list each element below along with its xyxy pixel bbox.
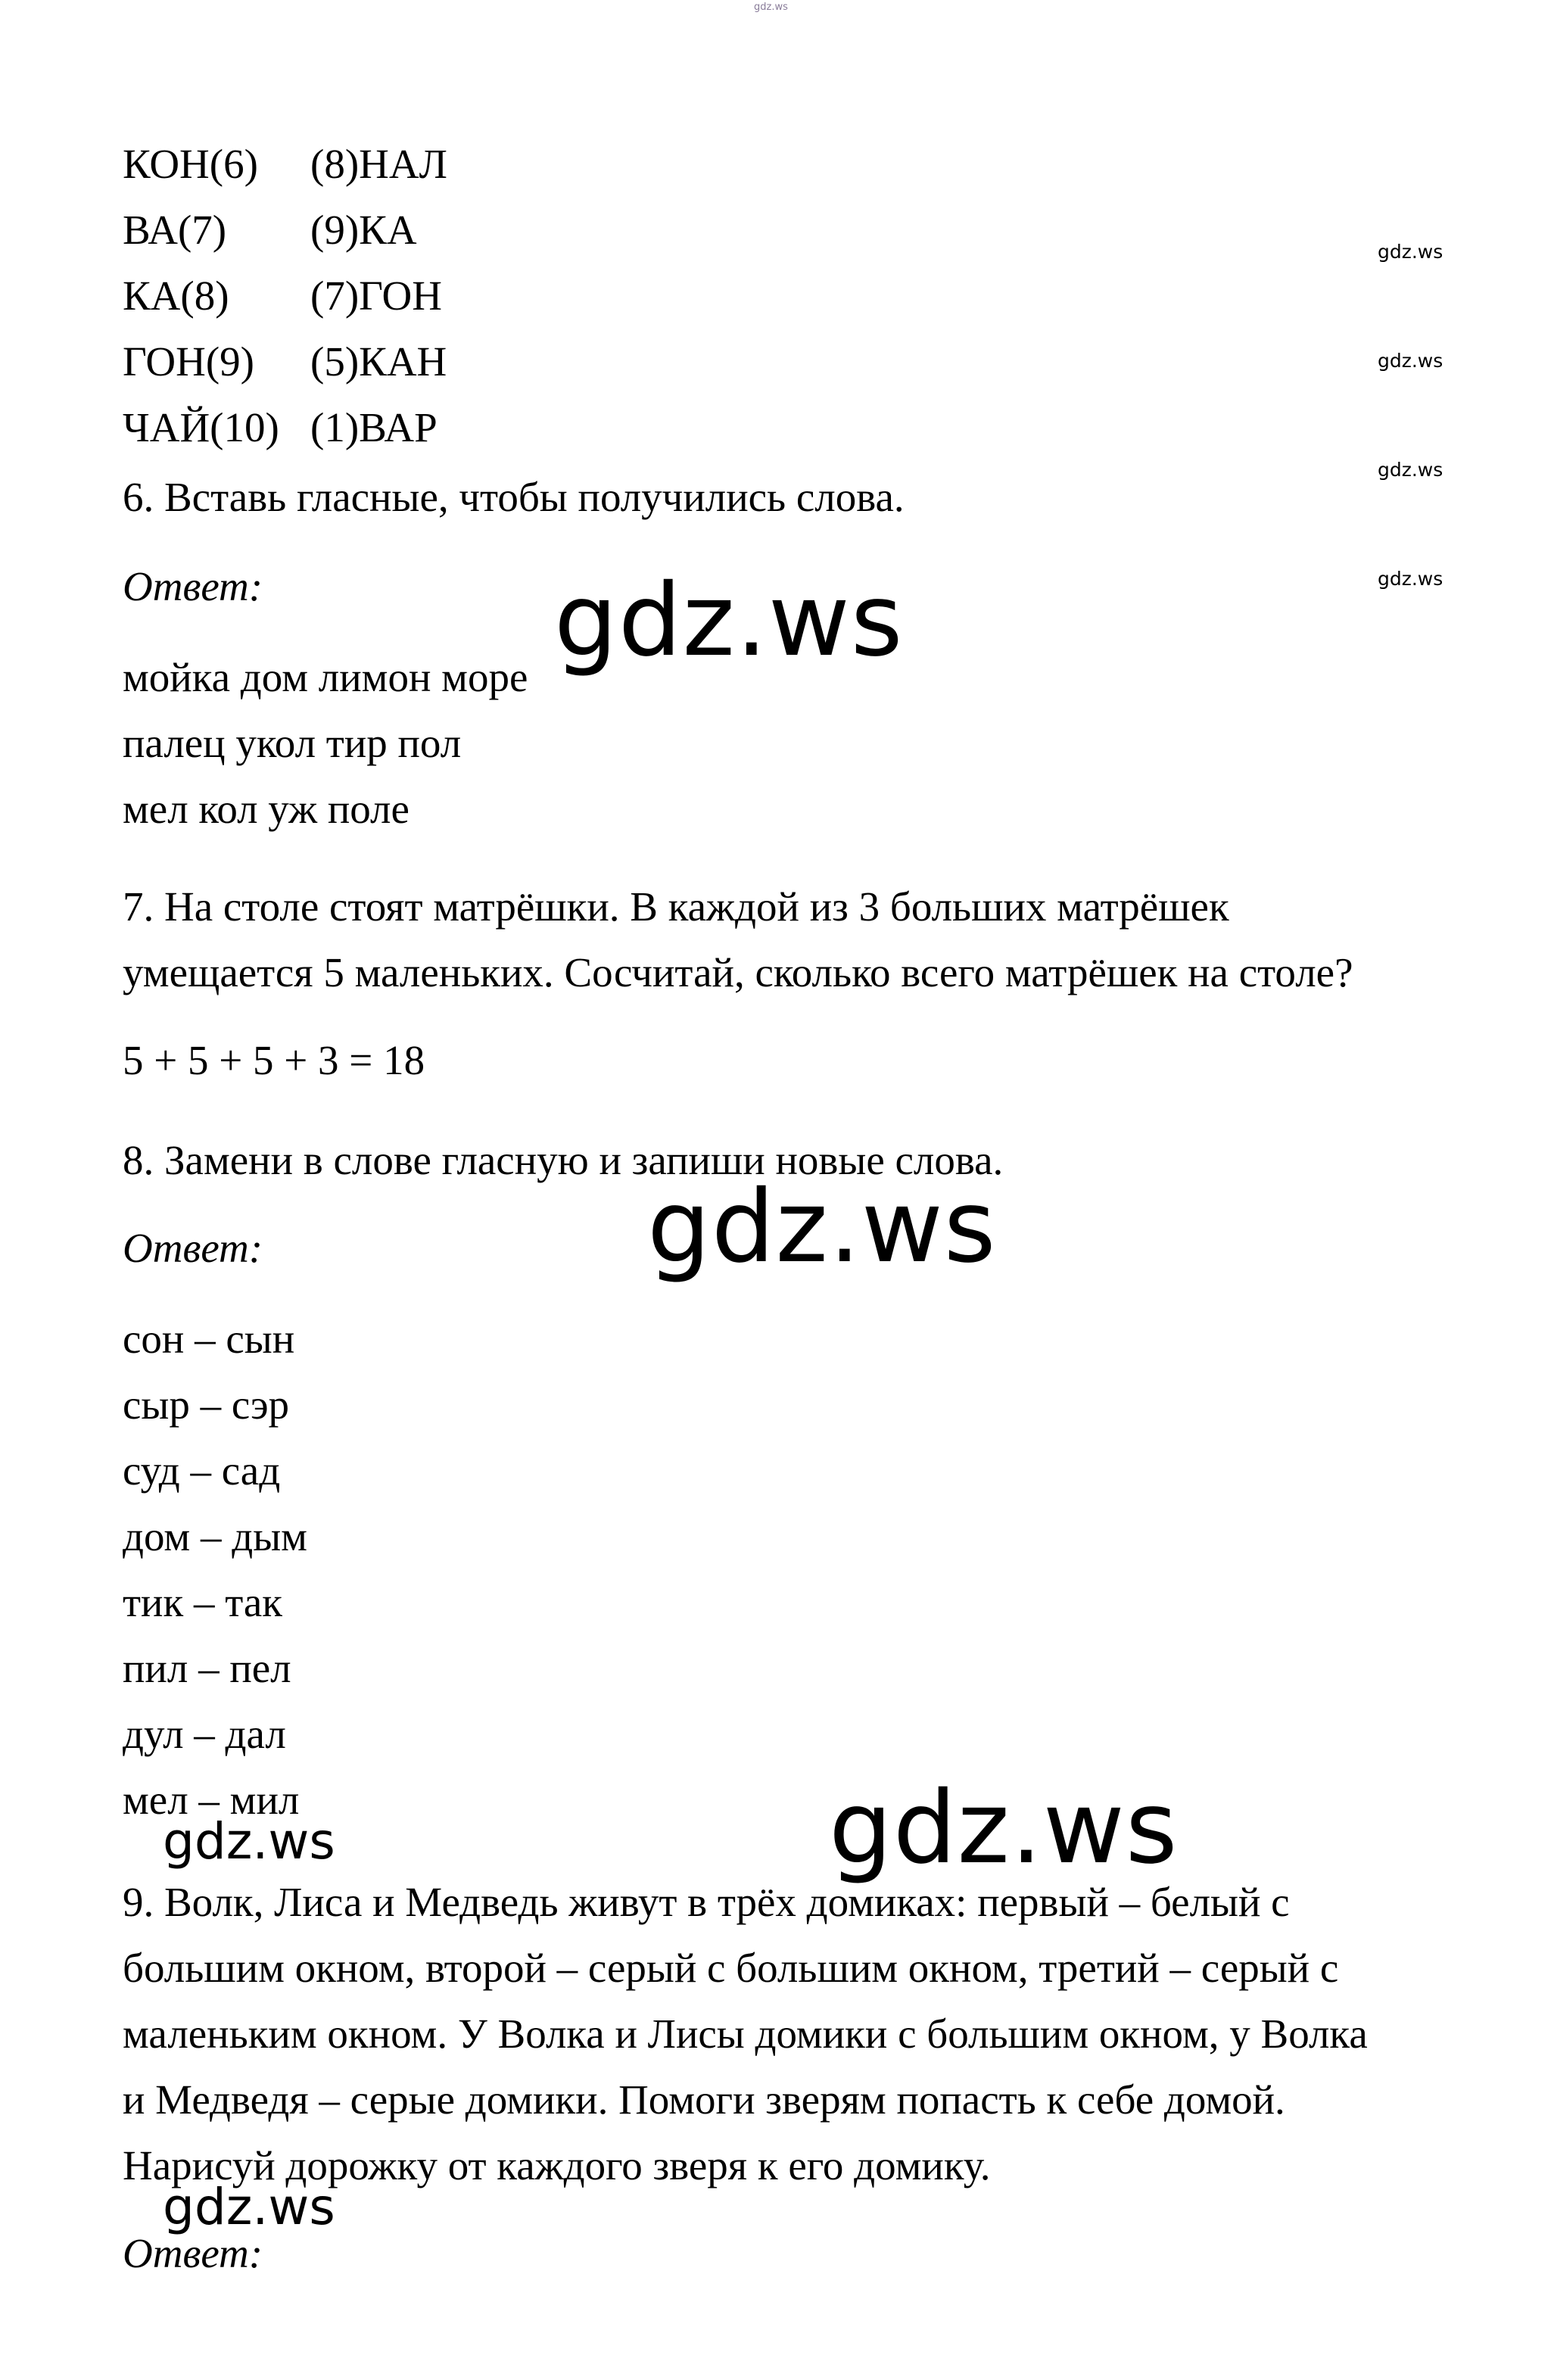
task7-line: 7. На столе стоят матрёшки. В каждой из 3 больших матрёшек <box>123 883 1229 930</box>
pair-left: ЧАЙ(10) <box>123 404 279 450</box>
task6-answer-label: Ответ: <box>123 563 263 609</box>
task9-line: Нарисуй дорожку от каждого зверя к его домику. <box>123 2142 991 2188</box>
task8-line: пил – пел <box>123 1645 291 1691</box>
watermark-large: gdz.ws <box>829 1770 1179 1886</box>
pair-right: (7)ГОН <box>310 273 442 319</box>
task8-line: дул – дал <box>123 1711 286 1757</box>
watermark-medium: gdz.ws <box>163 1812 335 1871</box>
task8-line: сыр – сэр <box>123 1382 290 1428</box>
pair-left: КОН(6) <box>123 141 258 187</box>
task8-question: 8. Замени в слове гласную и запиши новые слова. <box>123 1137 1004 1183</box>
task7-line: умещается 5 маленьких. Сосчитай, сколько всего матрёшек на столе? <box>123 949 1353 995</box>
task8-answer-label: Ответ: <box>123 1225 263 1271</box>
task6-line: мойка дом лимон море <box>123 654 528 700</box>
task6-line: палец укол тир пол <box>123 720 462 766</box>
pair-left: КА(8) <box>123 273 229 319</box>
task8-line: дом – дым <box>123 1513 307 1559</box>
watermark-side: gdz.ws <box>1378 568 1443 590</box>
task9-line: большим окном, второй – серый с большим окном, третий – серый с <box>123 1945 1339 1991</box>
task6-line: мел кол уж поле <box>123 786 410 832</box>
task9-line: 9. Волк, Лиса и Медведь живут в трёх домиках: первый – белый с <box>123 1879 1290 1925</box>
watermark-side: gdz.ws <box>1378 459 1443 481</box>
watermark-top: gdz.ws <box>754 2 788 13</box>
watermark-medium: gdz.ws <box>163 2178 335 2236</box>
pair-left: ГОН(9) <box>123 338 254 385</box>
watermark-side: gdz.ws <box>1378 350 1443 372</box>
task8-line: сон – сын <box>123 1316 295 1362</box>
pair-right: (1)ВАР <box>310 404 438 450</box>
task6-question: 6. Вставь гласные, чтобы получились слова. <box>123 474 905 520</box>
task9-line: маленьким окном. У Волка и Лисы домики с большим окном, у Волка <box>123 2011 1368 2057</box>
task9-line: и Медведя – серые домики. Помоги зверям попасть к себе домой. <box>123 2076 1285 2123</box>
pair-right: (5)КАН <box>310 338 447 385</box>
task7-solution: 5 + 5 + 5 + 3 = 18 <box>123 1037 425 1083</box>
task8-line: суд – сад <box>123 1447 281 1494</box>
task9-answer-label: Ответ: <box>123 2230 263 2276</box>
watermark-large: gdz.ws <box>554 562 904 679</box>
task8-line: тик – так <box>123 1579 283 1625</box>
pair-left: ВА(7) <box>123 207 227 253</box>
pair-right: (8)НАЛ <box>310 141 447 187</box>
pair-right: (9)КА <box>310 207 417 253</box>
task8-line: мел – мил <box>123 1777 300 1823</box>
watermark-large: gdz.ws <box>647 1169 997 1285</box>
watermark-side: gdz.ws <box>1378 241 1443 263</box>
